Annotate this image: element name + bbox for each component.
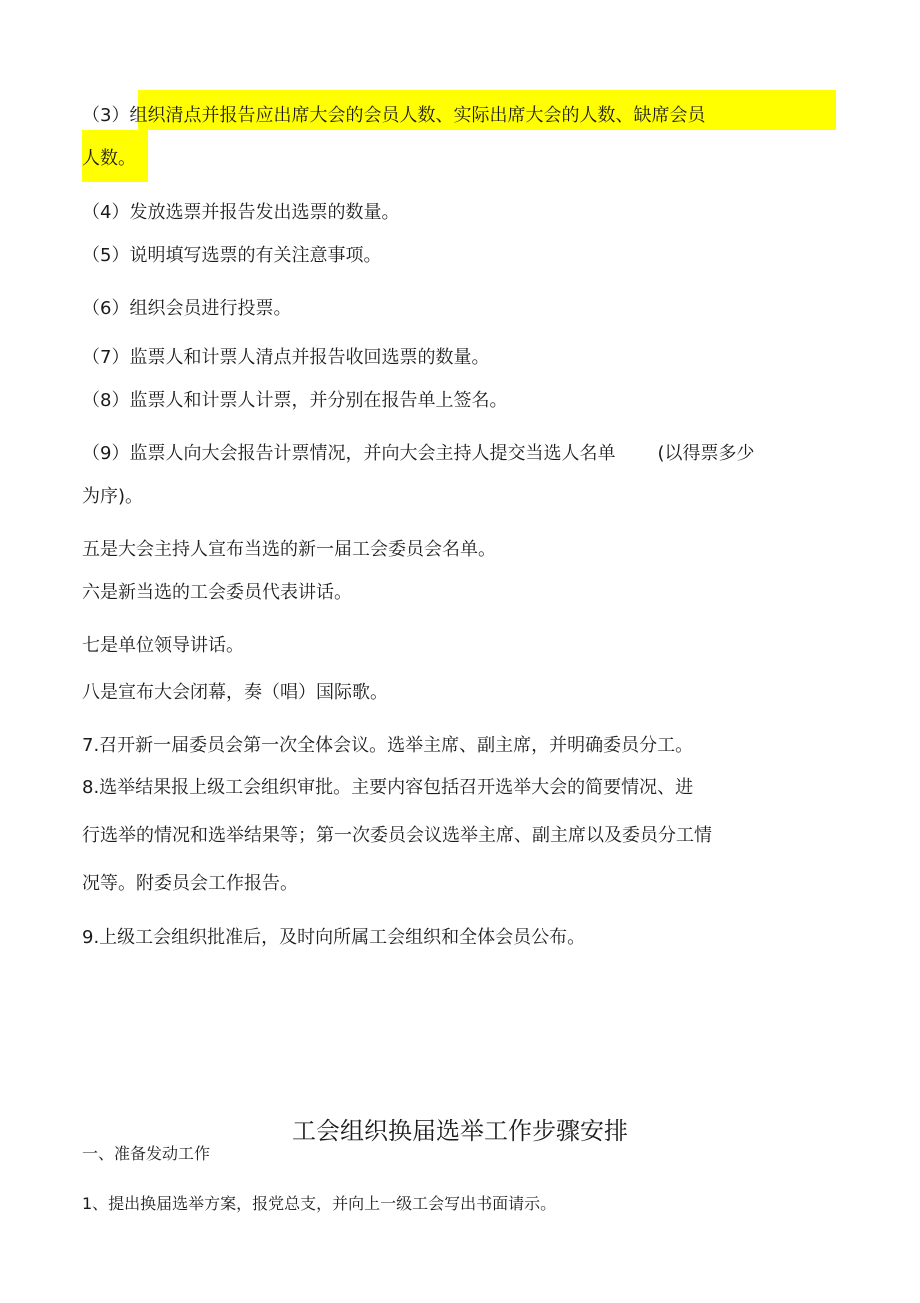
item-9-paren: (以得票多少 (657, 443, 755, 464)
step-seven: 七是单位领导讲话。 (82, 635, 244, 656)
section-title: 工会组织换届选举工作步骤安排 (292, 1117, 628, 1145)
item-5: （5）说明填写选票的有关注意事项。 (82, 245, 382, 266)
paragraph-8-line-3: 况等。附委员会工作报告。 (82, 873, 298, 894)
item-8: （8）监票人和计票人计票，并分别在报告单上签名。 (82, 390, 508, 411)
item-9-line-1 (82, 440, 754, 468)
item-4: （4）发放选票并报告发出选票的数量。 (82, 202, 400, 223)
step-six: 六是新当选的工会委员代表讲话。 (82, 582, 352, 603)
paragraph-7: 7.召开新一届委员会第一次全体会议。选举主席、副主席，并明确委员分工。 (82, 735, 694, 756)
item-9-line-2: 为序)。 (82, 486, 144, 507)
item-3-line-2: 人数。 (82, 148, 136, 169)
paragraph-8-line-1: 8.选举结果报上级工会组织审批。主要内容包括召开选举大会的简要情况、进 (82, 777, 694, 798)
item-6: （6）组织会员进行投票。 (82, 298, 292, 319)
item-7: （7）监票人和计票人清点并报告收回选票的数量。 (82, 347, 490, 368)
paragraph-9: 9.上级工会组织批准后，及时向所属工会组织和全体会员公布。 (82, 927, 586, 948)
section-heading: 一、准备发动工作 (82, 1144, 211, 1163)
step-five: 五是大会主持人宣布当选的新一届工会委员会名单。 (82, 539, 496, 560)
step-eight: 八是宣布大会闭幕，奏（唱）国际歌。 (82, 682, 388, 703)
step-1: 1、提出换届选举方案，报党总支，并向上一级工会写出书面请示。 (82, 1194, 557, 1213)
paragraph-8-line-2: 行选举的情况和选举结果等；第一次委员会议选举主席、副主席以及委员分工情 (82, 825, 712, 846)
item-9-text: （9）监票人向大会报告计票情况，并向大会主持人提交当选人名单 (82, 443, 616, 464)
item-3-line-1: （3）组织清点并报告应出席大会的会员人数、实际出席大会的人数、缺席会员 (82, 105, 706, 126)
